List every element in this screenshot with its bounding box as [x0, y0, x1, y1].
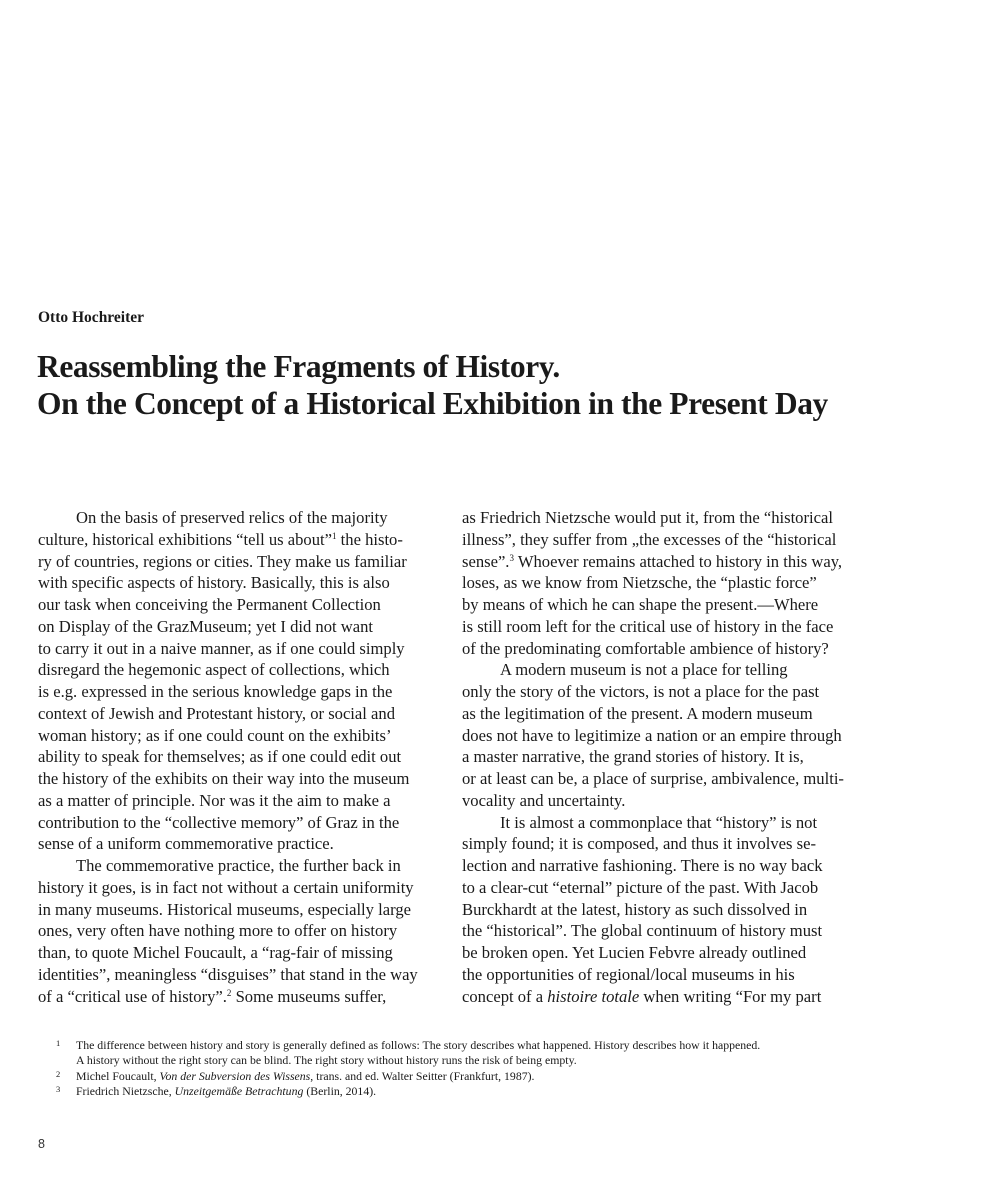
text-line: sense of a uniform commemorative practice.	[38, 834, 334, 854]
footnote-1-continued	[56, 1053, 956, 1068]
footnote-ref-2[interactable]: 2	[226, 987, 232, 998]
text-segment: the histo-	[336, 529, 403, 549]
text-line: is e.g. expressed in the serious knowledge gaps in the	[38, 682, 393, 701]
text-line: simply found; it is composed, and thus it involves se-	[462, 834, 816, 854]
footnote-text: Friedrich Nietzsche,	[76, 1083, 175, 1098]
text-line: our task when conceiving the Permanent Collection	[38, 595, 381, 614]
article-title	[37, 348, 967, 422]
text-line: identities”, meaningless “disguises” that stand in the way	[38, 964, 418, 984]
footnote-ref-1[interactable]: 1	[332, 530, 337, 541]
text-line: lection and narrative fashioning. There is no way back	[462, 856, 823, 875]
page-number: 8	[38, 1137, 45, 1151]
text-line: as the legitimation of the present. A modern museum	[462, 703, 813, 723]
footnote-text: (Berlin, 2014).	[303, 1083, 377, 1098]
text-line: ry of countries, regions or cities. They make us familiar	[38, 551, 407, 571]
footnote-book-title: Unzeitgemäße Betrachtung	[174, 1083, 304, 1098]
text-line: is still room left for the critical use of history in the face	[462, 616, 834, 636]
footnote-number: 2	[56, 1068, 61, 1079]
footnote-book-title: Von der Subversion des Wissens	[159, 1068, 311, 1083]
text-line: as Friedrich Nietzsche would put it, from the “historical	[462, 508, 833, 527]
footnote-3	[56, 1084, 956, 1099]
text-line: the “historical”. The global continuum of history must	[462, 921, 823, 941]
footnote-text: A history without the right story can be blind. The right story without history runs the risk of being empty.	[76, 1053, 577, 1068]
text-segment: sense”.	[462, 551, 510, 571]
title-line-2: On the Concept of a Historical Exhibition in the Present Day	[37, 386, 828, 421]
text-line: to a clear-cut “eternal” picture of the past. With Jacob	[462, 877, 819, 897]
text-line: than, to quote Michel Foucault, a “rag-fair of missing	[38, 943, 393, 962]
text-segment: Whoever remains attached to history in this way,	[513, 551, 843, 571]
author-name: Otto Hochreiter	[38, 309, 145, 326]
text-line: as a matter of principle. Nor was it the aim to make a	[38, 790, 391, 810]
text-line: on Display of the GrazMuseum; yet I did not want	[38, 616, 374, 636]
text-line	[462, 551, 882, 573]
text-segment: concept of a	[462, 986, 548, 1006]
text-line: or at least can be, a place of surprise, ambivalence, multi-	[462, 769, 844, 788]
text-line: in many museums. Historical museums, especially large	[38, 899, 411, 919]
text-line: illness”, they suffer from „the excesses of the “historical	[462, 529, 837, 549]
body-column-left	[38, 507, 448, 1007]
text-line: history it goes, is in fact not without a certain uniformity	[38, 877, 414, 897]
text-line: On the basis of preserved relics of the majority	[76, 508, 388, 527]
text-line: the opportunities of regional/local museums in his	[462, 964, 795, 984]
footnote-text: The difference between history and story is generally defined as follows: The story describes what happened. History describes how it happened.	[76, 1038, 761, 1052]
text-line: disregard the hegemonic aspect of collections, which	[38, 660, 390, 680]
text-line: A modern museum is not a place for telling	[500, 660, 788, 680]
text-line: loses, as we know from Nietzsche, the “plastic force”	[462, 573, 817, 593]
text-line: only the story of the victors, is not a place for the past	[462, 682, 820, 701]
italic-term: histoire totale	[547, 986, 640, 1006]
text-line: does not have to legitimize a nation or an empire through	[462, 725, 842, 745]
text-line: context of Jewish and Protestant history, or social and	[38, 703, 396, 723]
text-segment: culture, historical exhibitions “tell us about”	[38, 529, 333, 549]
text-line: The commemorative practice, the further back in	[76, 856, 401, 875]
text-line: woman history; as if one could count on the exhibits’	[38, 725, 392, 745]
text-line	[38, 529, 448, 551]
text-line: be broken open. Yet Lucien Febvre already outlined	[462, 943, 807, 962]
text-line: ones, very often have nothing more to offer on history	[38, 921, 398, 941]
footnote-text: Michel Foucault,	[76, 1068, 160, 1083]
text-segment: Some museums suffer,	[231, 986, 387, 1006]
footnote-1	[56, 1038, 956, 1053]
text-line: the history of the exhibits on their way into the museum	[38, 769, 410, 788]
text-line: by means of which he can shape the present.—Where	[462, 595, 819, 614]
title-line-1: Reassembling the Fragments of History.	[37, 349, 560, 384]
text-line: ability to speak for themselves; as if one could edit out	[38, 747, 402, 767]
text-line: It is almost a commonplace that “history” is not	[500, 812, 818, 832]
text-segment: when writing “For my part	[639, 986, 822, 1006]
footnotes	[56, 1038, 956, 1099]
text-line	[462, 986, 882, 1008]
text-line: a master narrative, the grand stories of history. It is,	[462, 747, 804, 767]
text-line: contribution to the “collective memory” of Graz in the	[38, 812, 400, 832]
text-line: to carry it out in a naive manner, as if one could simply	[38, 638, 405, 658]
text-segment: of a “critical use of history”.	[38, 986, 227, 1006]
text-line: vocality and uncertainty.	[462, 790, 626, 810]
footnote-number: 1	[56, 1038, 61, 1048]
text-line: Burckhardt at the latest, history as such dissolved in	[462, 899, 808, 919]
footnote-text: , trans. and ed. Walter Seitter (Frankfurt, 1987).	[310, 1068, 535, 1083]
body-column-right	[462, 507, 882, 1007]
text-line: of the predominating comfortable ambience of history?	[462, 638, 829, 658]
text-line: with specific aspects of history. Basically, this is also	[38, 573, 390, 593]
footnote-2	[56, 1069, 956, 1084]
footnote-number: 3	[56, 1083, 61, 1094]
footnote-ref-3[interactable]: 3	[509, 552, 514, 563]
text-line	[38, 986, 448, 1008]
